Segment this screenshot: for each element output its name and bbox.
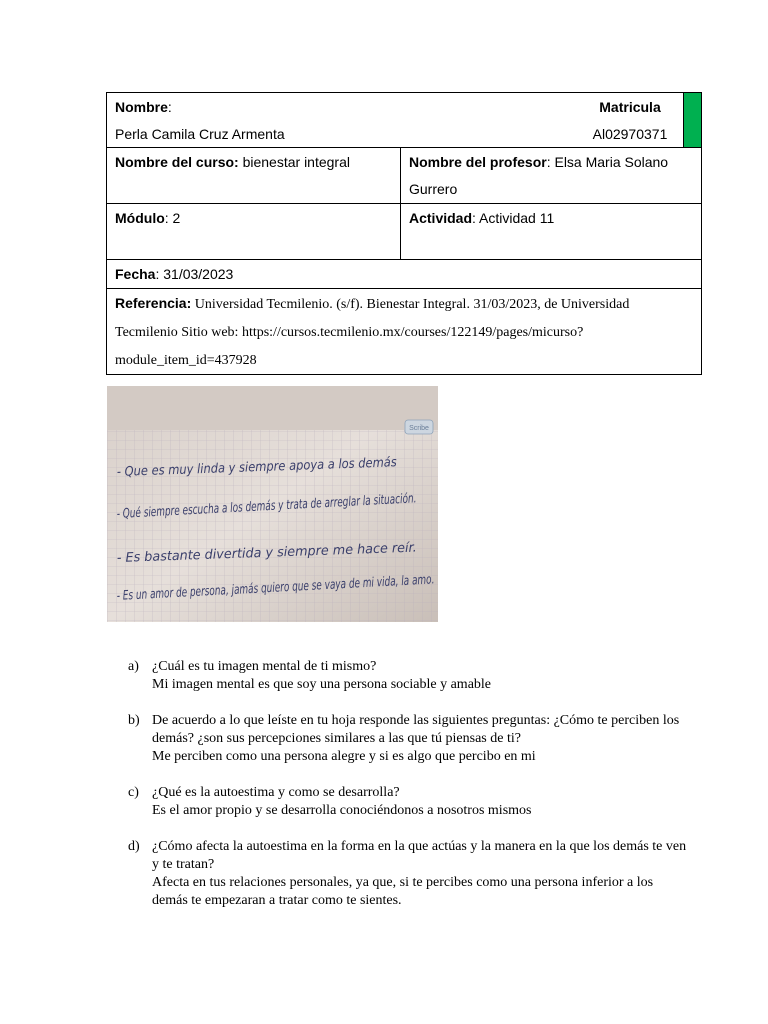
questions-list: [128, 658, 688, 928]
question-letter: b): [128, 713, 140, 728]
answer-text: Afecta en tus relaciones personales, ya que, si te percibes como una persona inferior a los demás te empezaran a tratar como te sientes.: [152, 875, 654, 908]
module-label: Módulo: [115, 210, 165, 226]
module-cell: [107, 204, 401, 260]
reference-value: Universidad Tecmilenio. (s/f). Bienestar Integral. 31/03/2023, de Universidad Tecmilenio Sitio web: https://cursos.tecmilenio.mx/courses/122149/pages/micurso?module_item_id=437928: [115, 297, 630, 368]
course-value: bienestar integral: [238, 154, 350, 170]
handwritten-notebook-photo: [107, 386, 581, 622]
activity-value: : Actividad 11: [472, 210, 555, 226]
note-line-3: - Es bastante divertida y siempre me hace reír.: [116, 540, 423, 566]
course-label: Nombre del curso:: [115, 154, 239, 170]
header-table: [106, 92, 702, 375]
activity-cell: [401, 204, 702, 260]
answer-text: Es el amor propio y se desarrolla conociéndonos a nosotros mismos: [152, 803, 532, 818]
activity-label: Actividad: [409, 210, 473, 226]
student-cell: Nombre: Perla Camila Cruz Armenta Matricula Al02970371: [107, 93, 702, 148]
question-item: [128, 784, 688, 820]
date-cell: [107, 260, 702, 289]
professor-value: : Elsa Maria Solano Gurrero: [409, 154, 669, 197]
name-value: Perla Camila Cruz Armenta: [115, 126, 285, 142]
question-text: ¿Cuál es tu imagen mental de ti mismo?: [152, 659, 377, 674]
professor-label: Nombre del profesor: [409, 154, 547, 170]
name-label: Nombre: [115, 99, 168, 115]
note-line-4: - Es un amor de persona, jamás quiero que se vaya de mi vida, la amo.: [116, 564, 581, 604]
question-letter: a): [128, 659, 139, 674]
question-letter: c): [128, 785, 139, 800]
question-text: ¿Cómo afecta la autoestima en la forma en la que actúas y la manera en la que los demás te ven y te tratan?: [152, 839, 687, 872]
matricula-value: Al02970371: [592, 126, 668, 142]
matricula-label: Matricula: [599, 99, 661, 115]
question-text: ¿Qué es la autoestima y como se desarrolla?: [152, 785, 400, 800]
note-line-1: - Que es muy linda y siempre apoya a los demás: [116, 453, 435, 480]
module-value: : 2: [164, 210, 181, 226]
green-accent-bar: [683, 93, 701, 147]
svg-text:Scribe: Scribe: [409, 425, 429, 432]
date-value: : 31/03/2023: [155, 266, 234, 282]
question-item: [128, 712, 688, 766]
question-text: De acuerdo a lo que leíste en tu hoja responde las siguientes preguntas: ¿Cómo te perciben los demás? ¿son sus percepciones similares a las que tú piensas de ti?: [152, 713, 680, 746]
reference-cell: [107, 289, 702, 375]
reference-label: Referencia:: [115, 295, 192, 311]
professor-cell: [401, 148, 702, 204]
note-line-2: - Qué siempre escucha a los demás y trata de arreglar la situación.: [116, 484, 556, 522]
course-cell: [107, 148, 401, 204]
question-letter: d): [128, 839, 140, 854]
answer-text: Me perciben como una persona alegre y si es algo que percibo en mi: [152, 749, 536, 764]
answer-text: Mi imagen mental es que soy una persona sociable y amable: [152, 677, 492, 692]
question-item: [128, 658, 688, 694]
date-label: Fecha: [115, 266, 156, 282]
question-item: [128, 838, 688, 910]
